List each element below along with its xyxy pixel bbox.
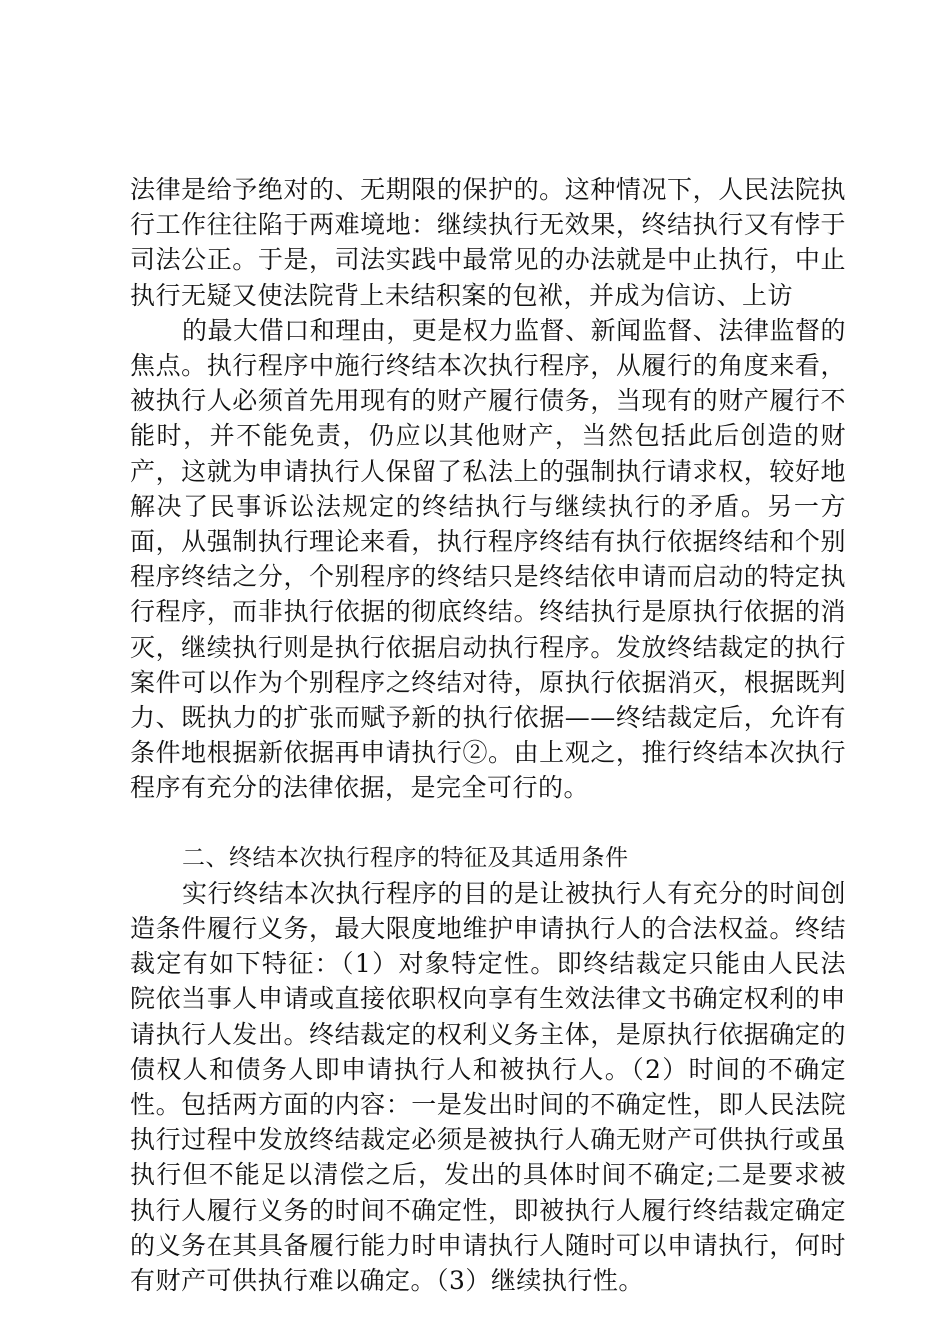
paragraph-2: 的最大借口和理由，更是权力监督、新闻监督、法律监督的焦点。执行程序中施行终结本次执行程序，从履行的角度来看，被执行人必须首先用现有的财产履行债务，当现有的财产履行不能时，并不能免责，仍应以其他财产，当然包括此后创造的财产，这就为申请执行人保留了私法上的强制执行请求权，较好地解决了民事诉讼法规定的终结执行与继续执行的矛盾。另一方面，从强制执行理论来看，执行程序终结有执行依据终结和个别程序终结之分，个别程序的终结只是终结依申请而启动的特定执行程序，而非执行依据的彻底终结。终结执行是原执行依据的消灭，继续执行则是执行依据启动执行程序。发放终结裁定的执行案件可以作为个别程序之终结对待，原执行依据消灭，根据既判力、既执力的扩张而赋予新的执行依据——终结裁定后，允许有条件地根据新依据再申请执行②。由上观之，推行终结本次执行程序有充分的法律依据，是完全可行的。 (130, 315, 846, 803)
section-paragraph: 实行终结本次执行程序的目的是让被执行人有充分的时间创造条件履行义务，最大限度地维护申请执行人的合法权益。终结裁定有如下特征：（1）对象特定性。即终结裁定只能由人民法院依当事人申请或直接依职权向享有生效法律文书确定权利的申请执行人发出。终结裁定的权利义务主体，是原执行依据确定的债权人和债务人即申请执行人和被执行人。（2）时间的不确定性。包括两方面的内容：一是发出时间的不确定性，即人民法院执行过程中发放终结裁定必须是被执行人确无财产可供执行或虽执行但不能足以清偿之后，发出的具体时间不确定;二是要求被执行人履行义务的时间不确定性，即被执行人履行终结裁定确定的义务在其具备履行能力时申请执行人随时可以申请执行，何时有财产可供执行难以确定。（3）继续执行性。 (130, 878, 846, 1296)
document-body (130, 172, 846, 1298)
paragraph-1: 法律是给予绝对的、无期限的保护的。这种情况下，人民法院执行工作往往陷于两难境地：继续执行无效果，终结执行又有悖于司法公正。于是，司法实践中最常见的办法就是中止执行，中止执行无疑又使法院背上未结积案的包袱，并成为信访、上访 (130, 175, 846, 310)
section-heading: 二、终结本次执行程序的特征及其适用条件 (182, 844, 629, 871)
